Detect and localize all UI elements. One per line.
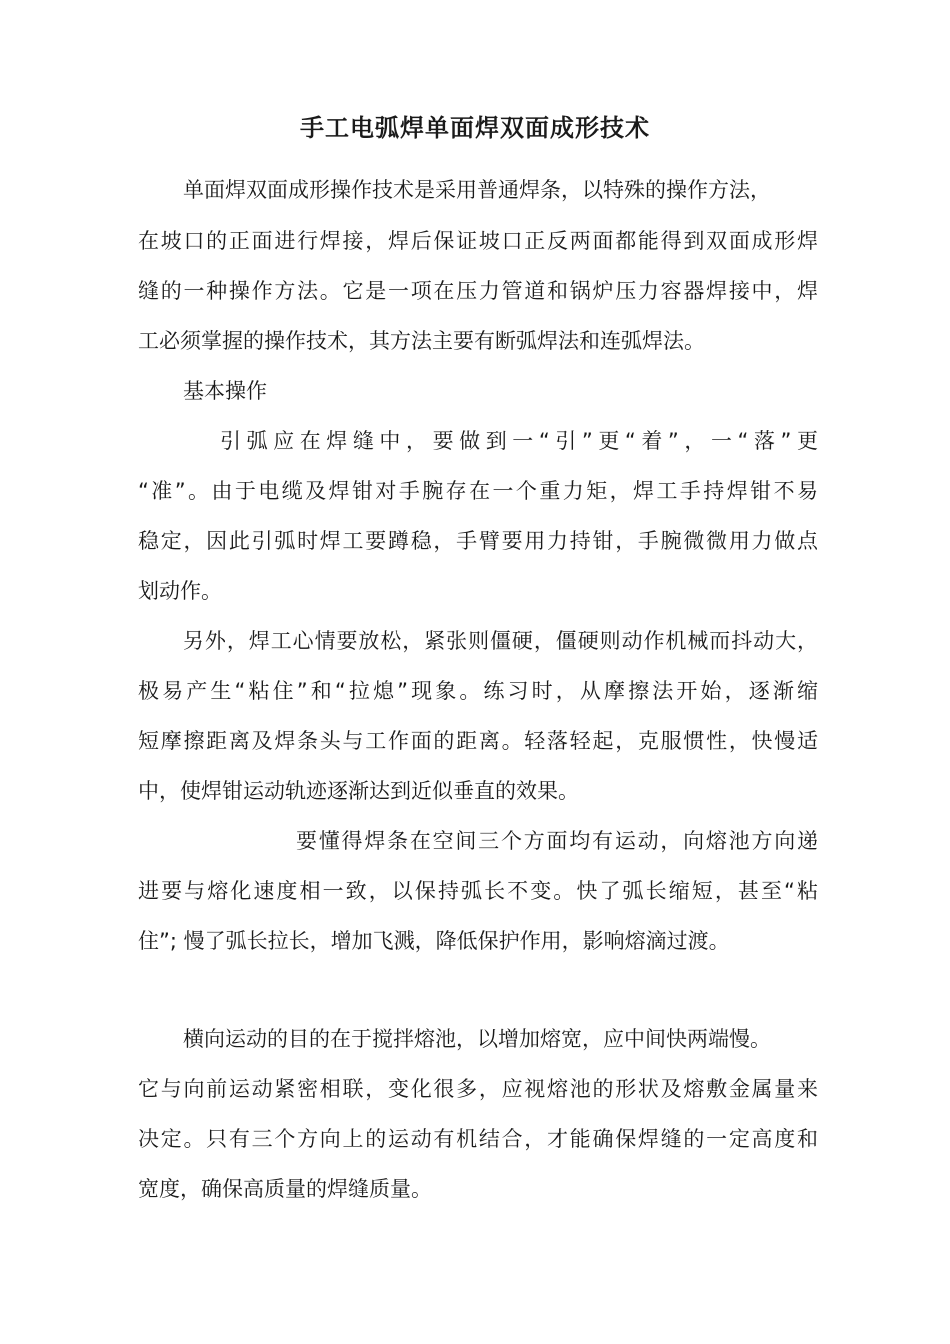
paragraph-line: 它与向前运动紧密相联，变化很多，应视熔池的形状及熔敷金属量来 xyxy=(138,1077,818,1101)
paragraph-line: 划动作。 xyxy=(138,579,222,603)
paragraph-line: 宽度，确保高质量的焊缝质量。 xyxy=(138,1177,432,1201)
paragraph-line: 缝的一种操作方法。它是一项在压力管道和锅炉压力容器焊接中，焊 xyxy=(138,279,818,303)
page-title: 手工电弧焊单面焊双面成形技术 xyxy=(300,114,650,142)
paragraph-line: 进要与熔化速度相一致，以保持弧长不变。快了弧长缩短，甚至“粘 xyxy=(138,879,818,903)
paragraph-line: 短摩擦距离及焊条头与工作面的距离。轻落轻起，克服惯性，快慢适 xyxy=(138,729,818,753)
paragraph-line: 极易产生“粘住”和“拉熄”现象。练习时，从摩擦法开始，逐渐缩 xyxy=(138,679,818,703)
paragraph-line: 横向运动的目的在于搅拌熔池，以增加熔宽，应中间快两端慢。 xyxy=(183,1027,771,1051)
section-heading: 基本操作 xyxy=(183,379,267,403)
paragraph-line: 决定。只有三个方向上的运动有机结合，才能确保焊缝的一定高度和 xyxy=(138,1127,818,1151)
paragraph-line: 住”; 慢了弧长拉长，增加飞溅，降低保护作用，影响熔滴过渡。 xyxy=(138,929,730,953)
paragraph-line: 稳定，因此引弧时焊工要蹲稳，手臂要用力持钳，手腕微微用力做点 xyxy=(138,529,818,553)
paragraph-line: 要懂得焊条在空间三个方面均有运动，向熔池方向递 xyxy=(296,829,818,853)
paragraph-line: 引弧应在焊缝中，要做到一“引”更“着”，一“落”更 xyxy=(220,429,818,453)
paragraph-line: 另外，焊工心情要放松，紧张则僵硬，僵硬则动作机械而抖动大， xyxy=(183,629,818,653)
paragraph-line: 在坡口的正面进行焊接，焊后保证坡口正反两面都能得到双面成形焊 xyxy=(138,229,818,253)
paragraph-line: 中，使焊钳运动轨迹逐渐达到近似垂直的效果。 xyxy=(138,779,579,803)
paragraph-line: 工必须掌握的操作技术，其方法主要有断弧焊法和连弧焊法。 xyxy=(138,329,705,353)
paragraph-line: “准”。由于电缆及焊钳对手腕存在一个重力矩，焊工手持焊钳不易 xyxy=(138,479,818,503)
paragraph-line: 单面焊双面成形操作技术是采用普通焊条，以特殊的操作方法， xyxy=(183,178,771,202)
